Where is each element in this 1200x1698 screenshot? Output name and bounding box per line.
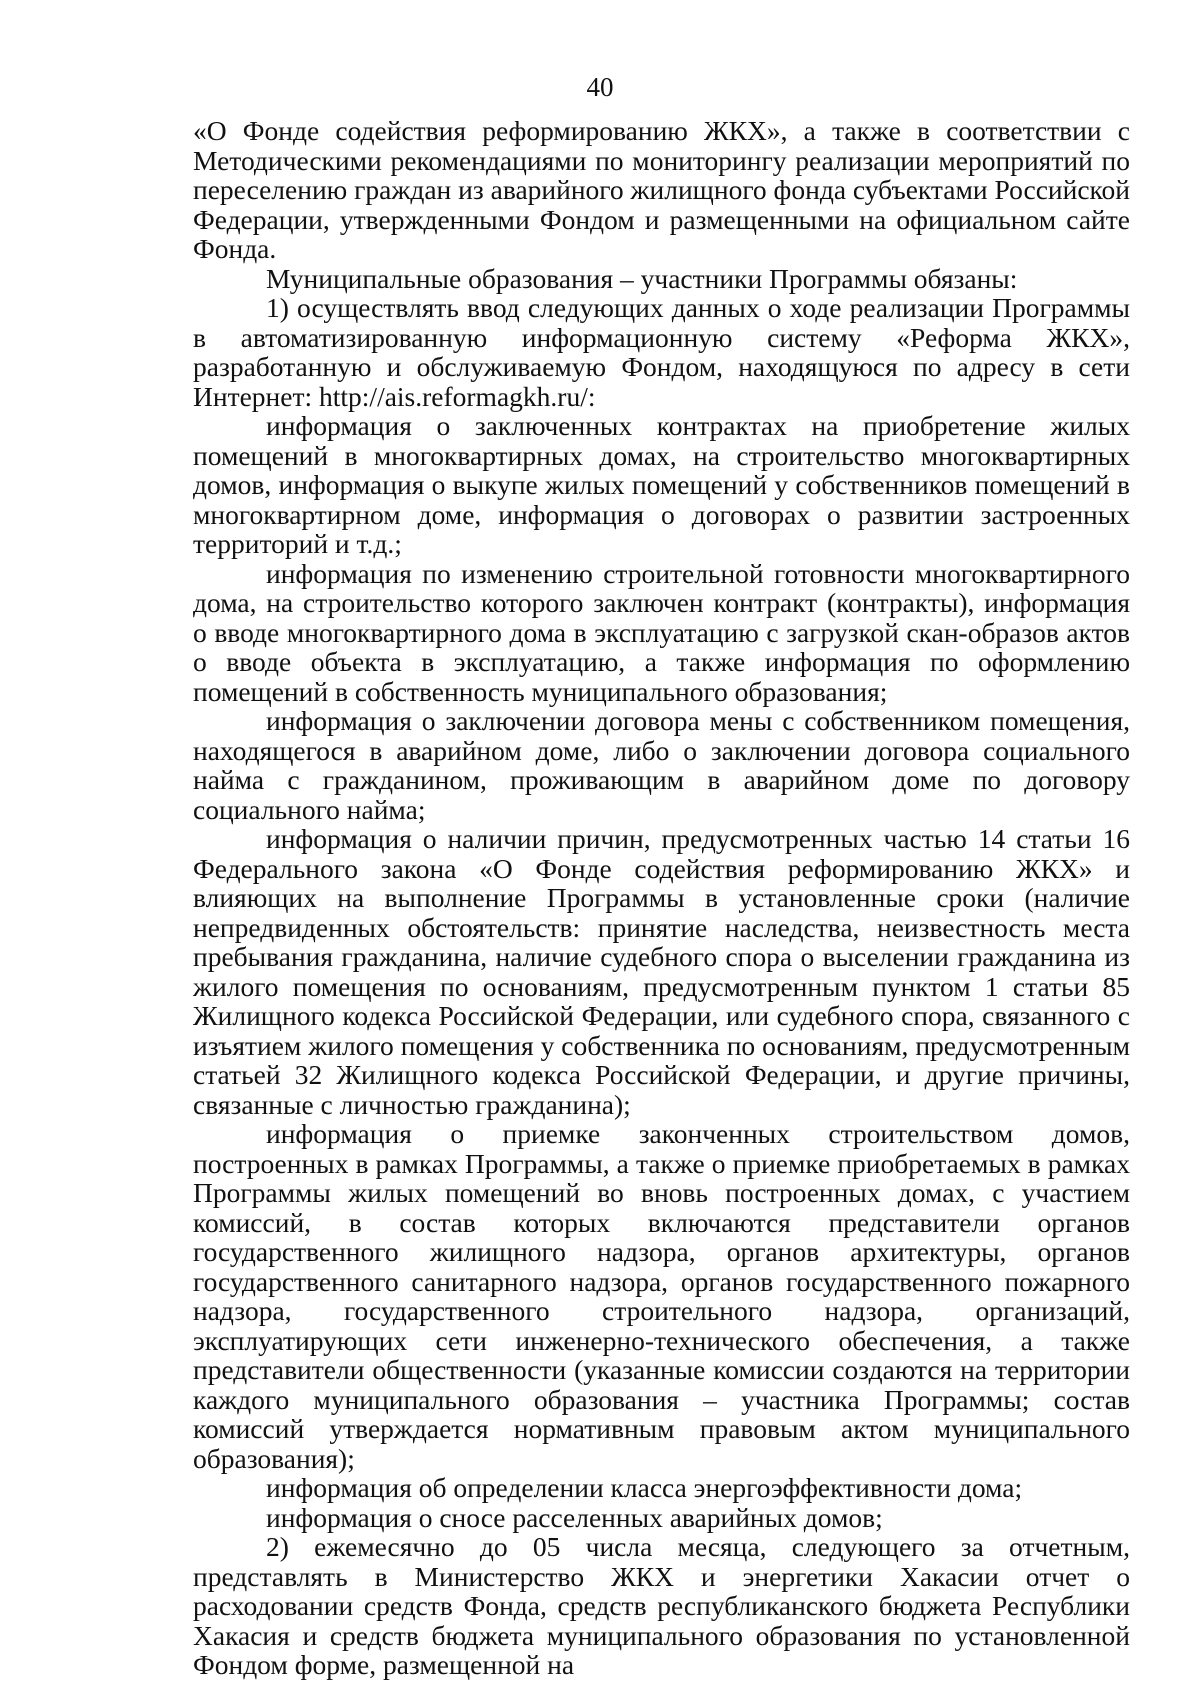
paragraph-obligations-intro: Муниципальные образования – участники Программы обязаны: xyxy=(266,262,1018,294)
paragraph-info-exchange: информация о заключении договора мены с собственником помещения, находящегося в аварийном доме, либо о заключении договора социального найма с гражданином, проживающим в аварийном доме по договору социального найма; xyxy=(193,705,1130,825)
page-number: 40 xyxy=(586,72,614,102)
paragraph-info-acceptance: информация о приемке законченных строительством домов, построенных в рамках Программы, а также о приемке приобретаемых в рамках Программы жилых помещений во вновь построенных домах, с участием комиссий, в состав которых включаются представители органов государственного жилищного надзора, органов архитектуры, органов государственного санитарного надзора, органов государственного пожарного надзора, государственного строительного надзора, организаций, эксплуатирующих сети инженерно-технического обеспечения, а также представители общественности (указанные комиссии создаются на территории каждого муниципального образования – участника Программы; состав комиссий утверждается нормативным правовым актом муниципального образования); xyxy=(193,1118,1130,1474)
document-body xyxy=(193,116,1130,1680)
paragraph-info-energy-class: информация об определении класса энергоэффективности дома; xyxy=(266,1472,1023,1503)
paragraph-info-demolition: информация о сносе расселенных аварийных домов; xyxy=(266,1501,883,1533)
paragraph-info-construction: информация по изменению строительной готовности многоквартирного дома, на строительство которого заключен контракт (контракты), информация о вводе многоквартирного дома в эксплуатацию с загрузкой скан-образов актов о вводе объекта в эксплуатацию, а также информация по оформлению помещений в собственность муниципального образования; xyxy=(193,557,1130,707)
paragraph-item-2: 2) ежемесячно до 05 числа месяца, следующего за отчетным, представлять в Министерство ЖКХ и энергетики Хакасии отчет о расходовании средств Фонда, средств республиканского бюджета Республики Хакасия и средств бюджета муниципального образования по установленной Фондом форме, размещенной на xyxy=(193,1531,1130,1680)
paragraph-info-reasons: информация о наличии причин, предусмотренных частью 14 статьи 16 Федерального закона «О Фонде содействия реформированию ЖКХ» и влияющих на выполнение Программы в установленные сроки (наличие непредвиденных обстоятельств: принятие наследства, неизвестность места пребывания гражданина, наличие судебного спора о выселении гражданина из жилого помещения по основаниям, предусмотренным пунктом 1 статьи 85 Жилищного кодекса Российской Федерации, или судебного спора, связанного с изъятием жилого помещения у собственника по основаниям, предусмотренным статьей 32 Жилищного кодекса Российской Федерации, и другие причины, связанные с личностью гражданина); xyxy=(193,823,1130,1120)
paragraph-item-1: 1) осуществлять ввод следующих данных о ходе реализации Программы в автоматизированную информационную систему «Реформа ЖКХ», разработанную и обслуживаемую Фондом, находящуюся по адресу в сети Интернет: http://ais.reformagkh.ru/: xyxy=(193,292,1130,412)
paragraph-info-contracts: информация о заключенных контрактах на приобретение жилых помещений в многоквартирных домах, на строительство многоквартирных домов, информация о выкупе жилых помещений у собственников помещений в многоквартирном доме, информация о договорах о развитии застроенных территорий и т.д.; xyxy=(193,410,1130,559)
paragraph-continuation: «О Фонде содействия реформированию ЖКХ», а также в соответствии с Методическими рекомендациями по мониторингу реализации мероприятий по переселению граждан из аварийного жилищного фонда субъектами Российской Федерации, утвержденными Фондом и размещенными на официальном сайте Фонда. xyxy=(193,115,1130,264)
